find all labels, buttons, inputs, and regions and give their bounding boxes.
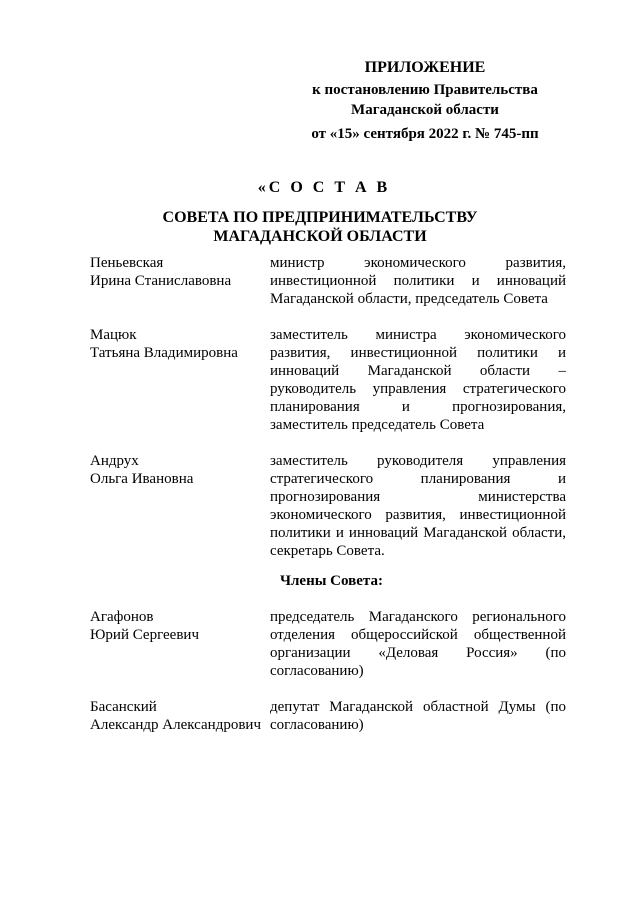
member-role: заместитель руководителя управления стратегического планирования и прогнозирования министерства экономического развития, инвестиционной политики и инноваций Магаданской области, секретарь Совета. bbox=[270, 453, 566, 559]
member-row bbox=[90, 698, 566, 734]
member-name bbox=[90, 326, 270, 434]
member-given-name: Ольга Ивановна bbox=[90, 471, 194, 487]
member-row bbox=[90, 254, 566, 308]
member-name bbox=[90, 698, 270, 734]
appendix-title: ПРИЛОЖЕНИЕ bbox=[364, 59, 486, 76]
member-given-name: Юрий Сергеевич bbox=[90, 627, 199, 643]
member-role: министр экономического развития, инвестиционной политики и инноваций Магаданской области, председатель Совета bbox=[270, 255, 566, 307]
member-role: заместитель министра экономического развития, инвестиционной политики и инноваций Магаданской области – руководитель управления стратегического планирования и прогнозирования, заместитель председатель Совета bbox=[270, 327, 566, 433]
heading-line-1: СОВЕТА ПО ПРЕДПРИНИМАТЕЛЬСТВУ bbox=[162, 209, 478, 226]
appendix-block bbox=[300, 58, 550, 144]
heading-line-2: МАГАДАНСКОЙ ОБЛАСТИ bbox=[213, 228, 427, 245]
member-surname: Басанский bbox=[90, 699, 157, 715]
council-members-list bbox=[90, 254, 566, 752]
heading-sostav: «С О С Т А В bbox=[257, 179, 391, 196]
member-name bbox=[90, 608, 270, 680]
member-role: председатель Магаданского регионального отделения общероссийской общественной организации «Деловая Россия» (по согласованию) bbox=[270, 609, 566, 679]
members-section-title-text: Члены Совета: bbox=[280, 573, 383, 589]
member-row bbox=[90, 608, 566, 680]
member-row bbox=[90, 326, 566, 434]
member-given-name: Татьяна Владимировна bbox=[90, 345, 238, 361]
appendix-date-line: от «15» сентября 2022 г. № 745-пп bbox=[311, 126, 539, 142]
member-given-name: Александр Александрович bbox=[90, 717, 261, 733]
member-name bbox=[90, 254, 270, 308]
member-surname: Агафонов bbox=[90, 609, 154, 625]
member-row bbox=[90, 452, 566, 560]
member-surname: Андрух bbox=[90, 453, 139, 469]
appendix-line-2: Магаданской области bbox=[351, 102, 499, 118]
member-given-name: Ирина Станиславовна bbox=[90, 273, 232, 289]
member-surname: Мацюк bbox=[90, 327, 137, 343]
document-heading bbox=[0, 178, 640, 246]
members-section-title bbox=[90, 572, 566, 590]
member-role: депутат Магаданской областной Думы (по согласованию) bbox=[270, 699, 566, 733]
member-surname: Пеньевская bbox=[90, 255, 164, 271]
member-name bbox=[90, 452, 270, 560]
appendix-line-1: к постановлению Правительства bbox=[312, 82, 538, 98]
